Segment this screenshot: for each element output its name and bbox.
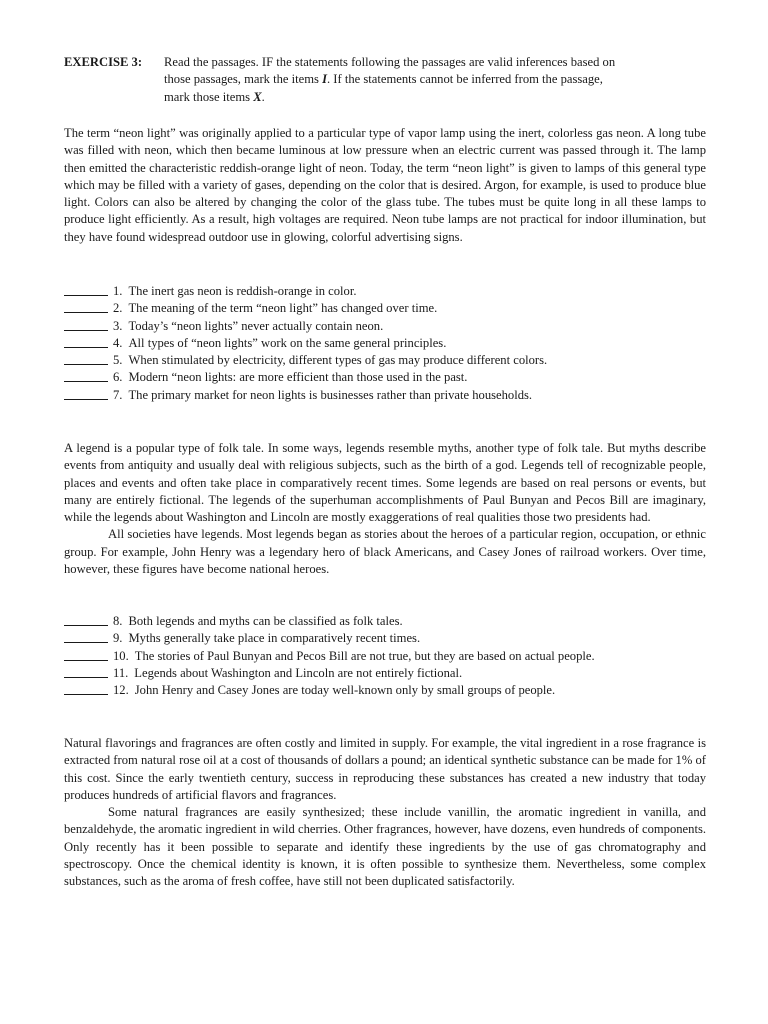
passage-fragrances bbox=[64, 735, 706, 891]
statement-item: 9. Myths generally take place in comparatively recent times. bbox=[64, 630, 714, 647]
statement-item: 11. Legends about Washington and Lincoln are not entirely fictional. bbox=[64, 665, 714, 682]
statement-item: 10. The stories of Paul Bunyan and Pecos Bill are not true, but they are based on actual people. bbox=[64, 648, 714, 665]
statement-item: 1. The inert gas neon is reddish-orange in color. bbox=[64, 283, 714, 300]
answer-blank[interactable] bbox=[64, 613, 108, 626]
answer-blank[interactable] bbox=[64, 665, 108, 678]
instruction-line-3: mark those items X. bbox=[164, 89, 265, 104]
answer-blank[interactable] bbox=[64, 387, 108, 400]
statement-list-1 bbox=[64, 283, 714, 404]
statement-item: 7. The primary market for neon lights is businesses rather than private households. bbox=[64, 387, 714, 404]
exercise-instructions bbox=[64, 54, 704, 106]
answer-blank[interactable] bbox=[64, 335, 108, 348]
answer-blank[interactable] bbox=[64, 369, 108, 382]
passage-paragraph: The term “neon light” was originally applied to a particular type of vapor lamp using the inert, colorless gas neon. A long tube was filled with neon, which then became luminous at low pressure when an electric current was passed through it. The lamp then emitted the characteristic reddish-orange light of neon. Today, the term “neon light” is given to lamps of this general type which may be filled with a variety of gases, depending on the color that is desired. Argon, for example, is used to produce blue light. Colors can also be altered by changing the color of the glass tube. The tubes must be quite long in all these lamps to produce light efficiently. As a result, high voltages are required. Neon tube lamps are not practical for indoor illumination, but they have found widespread outdoor use in glowing, colorful advertising signs. bbox=[64, 126, 706, 244]
passage-paragraph: Some natural fragrances are easily synthesized; these include vanillin, the aromatic ingredient in vanilla, and benzaldehyde, the aromatic ingredient in wild cherries. Other fragrances, however, have dozens, even hundreds of components. Only recently has it been possible to separate and identify these ingredients by the use of gas chromatography and spectroscopy. Once the chemical identity is known, it is often possible to synthesize them. Nevertheless, some complex substances, such as the aroma of fresh coffee, have still not been duplicated satisfactorily. bbox=[64, 805, 706, 889]
statement-item: 6. Modern “neon lights: are more efficient than those used in the past. bbox=[64, 369, 714, 386]
passage-paragraph: All societies have legends. Most legends began as stories about the heroes of a particular region, occupation, or ethnic group. For example, John Henry was a legendary hero of black Americans, and Casey Jones of railroad workers. Over time, however, these figures have become national heroes. bbox=[64, 527, 706, 577]
instruction-line-1: Read the passages. IF the statements following the passages are valid inferences based on bbox=[164, 55, 616, 69]
answer-blank[interactable] bbox=[64, 318, 108, 331]
statement-item: 12. John Henry and Casey Jones are today well-known only by small groups of people. bbox=[64, 682, 714, 699]
statement-item: 2. The meaning of the term “neon light” has changed over time. bbox=[64, 300, 714, 317]
instruction-line-2: those passages, mark the items I. If the statements cannot be inferred from the passage, bbox=[164, 72, 603, 87]
statement-item: 3. Today’s “neon lights” never actually contain neon. bbox=[64, 318, 714, 335]
statement-list-2 bbox=[64, 613, 714, 699]
answer-blank[interactable] bbox=[64, 682, 108, 695]
passage-neon-light bbox=[64, 125, 706, 246]
answer-blank[interactable] bbox=[64, 352, 108, 365]
answer-blank[interactable] bbox=[64, 648, 108, 661]
answer-blank[interactable] bbox=[64, 300, 108, 313]
statement-item: 8. Both legends and myths can be classified as folk tales. bbox=[64, 613, 714, 630]
passage-paragraph: A legend is a popular type of folk tale. In some ways, legends resemble myths, another type of folk tale. But myths describe events from antiquity and usually deal with religious subjects, such as the birth of a god. Legends tell of recognizable people, places and events and often take place in comparatively recent times. Some legends are based on real persons or events, but many are entirely fictional. The legends of the superhuman accomplishments of Paul Bunyan and Pecos Bill are imaginary, while the legends about Washington and Lincoln are mostly exaggerations of real qualities those two presidents had. bbox=[64, 441, 706, 525]
statement-item: 4. All types of “neon lights” work on the same general principles. bbox=[64, 335, 714, 352]
invalid-mark: X bbox=[253, 89, 262, 104]
answer-blank[interactable] bbox=[64, 283, 108, 296]
statement-item: 5. When stimulated by electricity, different types of gas may produce different colors. bbox=[64, 352, 714, 369]
valid-mark: I bbox=[322, 72, 327, 87]
answer-blank[interactable] bbox=[64, 630, 108, 643]
exercise-label: EXERCISE 3: bbox=[64, 55, 143, 69]
passage-paragraph: Natural flavorings and fragrances are often costly and limited in supply. For example, the vital ingredient in a rose fragrance is extracted from natural rose oil at a cost of thousands of dollars a pound; an identical synthetic substance can be made for 1% of this cost. Since the early twentieth century, success in reproducing these substances has created a new industry that today produces hundreds of artificial flavors and fragrances. bbox=[64, 736, 706, 802]
passage-legends bbox=[64, 440, 706, 578]
